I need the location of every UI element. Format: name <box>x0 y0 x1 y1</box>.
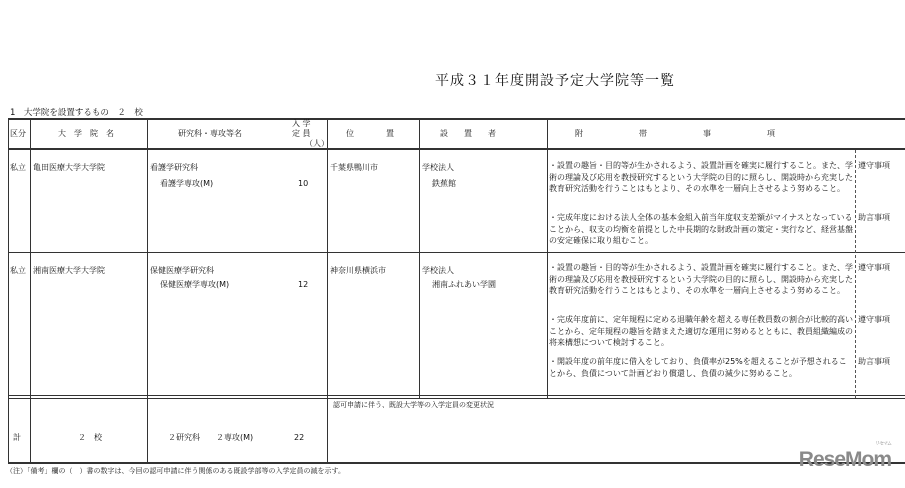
total-capacity: 22 <box>294 433 305 442</box>
table-border <box>30 118 31 464</box>
resemom-logo: ReseMom リセマム <box>798 441 891 471</box>
note-type: 助言事項 <box>858 357 890 366</box>
total-change-note: 認可申請に伴う、既設大学等の入学定員の変更状況 <box>333 401 494 409</box>
header-dept: 研究科・専攻等名 <box>178 129 242 138</box>
row-category: 私立 <box>10 163 26 172</box>
table-border <box>8 462 905 464</box>
row-dept: 保健医療学研究科 <box>150 266 214 275</box>
row-founder-type: 学校法人 <box>422 163 454 172</box>
note-type: 遵守事項 <box>858 263 890 272</box>
row-major: 看護学専攻(M) <box>160 179 214 188</box>
footnote: （注）「備考」欄の（ ）書の数字は、今回の認可申請に伴う関係のある既設学部等の入学定員の減を示す。 <box>6 467 345 475</box>
table-border <box>8 398 905 399</box>
table-border <box>8 118 9 464</box>
table-border <box>8 118 905 120</box>
total-label: 計 <box>13 433 21 442</box>
total-depts: ２研究科 ２専攻(M) <box>168 433 254 442</box>
table-border <box>8 252 905 253</box>
row-founder-type: 学校法人 <box>422 266 454 275</box>
header-location: 位 置 <box>346 129 394 138</box>
table-border <box>547 118 548 398</box>
table-border <box>8 395 905 396</box>
row-category: 私立 <box>10 266 26 275</box>
table-border <box>419 118 420 398</box>
total-schools: ２ 校 <box>78 433 102 442</box>
header-name: 大 学 院 名 <box>58 129 114 138</box>
note-type: 遵守事項 <box>858 161 890 170</box>
note-text: ・完成年度前に、定年規程に定める退職年齢を超える専任教員数の割合が比較的高いことから、定年規程の趣旨を踏まえた適切な運用に努めるとともに、教員組織編成の将来構想について検討すること。 <box>549 315 853 347</box>
header-notes: 附 帯 事 項 <box>575 129 775 138</box>
row-name: 亀田医療大学大学院 <box>33 163 105 172</box>
header-capacity: 入 学 <box>292 119 311 128</box>
table-border <box>8 148 905 150</box>
table-border <box>147 118 148 464</box>
header-category: 区分 <box>10 129 26 138</box>
row-major: 保健医療学専攻(M) <box>160 280 230 289</box>
row-location: 神奈川県横浜市 <box>330 266 386 275</box>
header-capacity: 定 員 <box>292 129 311 138</box>
section-heading: 1 大学院を設置するもの ２ 校 <box>10 108 143 118</box>
row-dept: 看護学研究科 <box>150 163 198 172</box>
note-text: ・開設年度の前年度に借入をしており、負債率が25%を超えることが予想されることから、負債について計画どおり償還し、負債の減少に努めること。 <box>549 357 847 378</box>
note-type: 助言事項 <box>858 213 890 222</box>
note-text: ・完成年度における法人全体の基本金組入前当年度収支差額がマイナスとなっていることから、収支の均衡を前提とした中長期的な財政計画の策定・実行など、経営基盤の安定確保に取り組むこと。 <box>549 213 853 245</box>
row-founder: 鉄蕉館 <box>432 179 456 188</box>
row-capacity: 12 <box>298 280 309 289</box>
row-name: 湘南医療大学大学院 <box>33 266 105 275</box>
header-founder: 設 置 者 <box>440 129 496 138</box>
note-text: ・設置の趣旨・目的等が生かされるよう、設置計画を確実に履行すること。また、学術の理論及び応用を教授研究するという大学院の目的に照らし、開設時から充実した教育研究活動を行うことはもとより、その水準を一層向上させるよう努めること。 <box>549 263 853 295</box>
note-type: 遵守事項 <box>858 315 890 324</box>
row-capacity: 10 <box>298 179 309 188</box>
row-founder: 湘南ふれあい学園 <box>432 280 496 289</box>
header-capacity-unit: （人） <box>305 139 329 148</box>
page-title: 平成３１年度開設予定大学院等一覧 <box>435 73 675 89</box>
table-border <box>855 150 856 398</box>
row-location: 千葉県鴨川市 <box>330 163 378 172</box>
note-text: ・設置の趣旨・目的等が生かされるよう、設置計画を確実に履行すること。また、学術の理論及び応用を教授研究するという大学院の目的に照らし、開設時から充実した教育研究活動を行うことはもとより、その水準を一層向上させるよう努めること。 <box>549 161 853 193</box>
table-border <box>327 118 328 464</box>
